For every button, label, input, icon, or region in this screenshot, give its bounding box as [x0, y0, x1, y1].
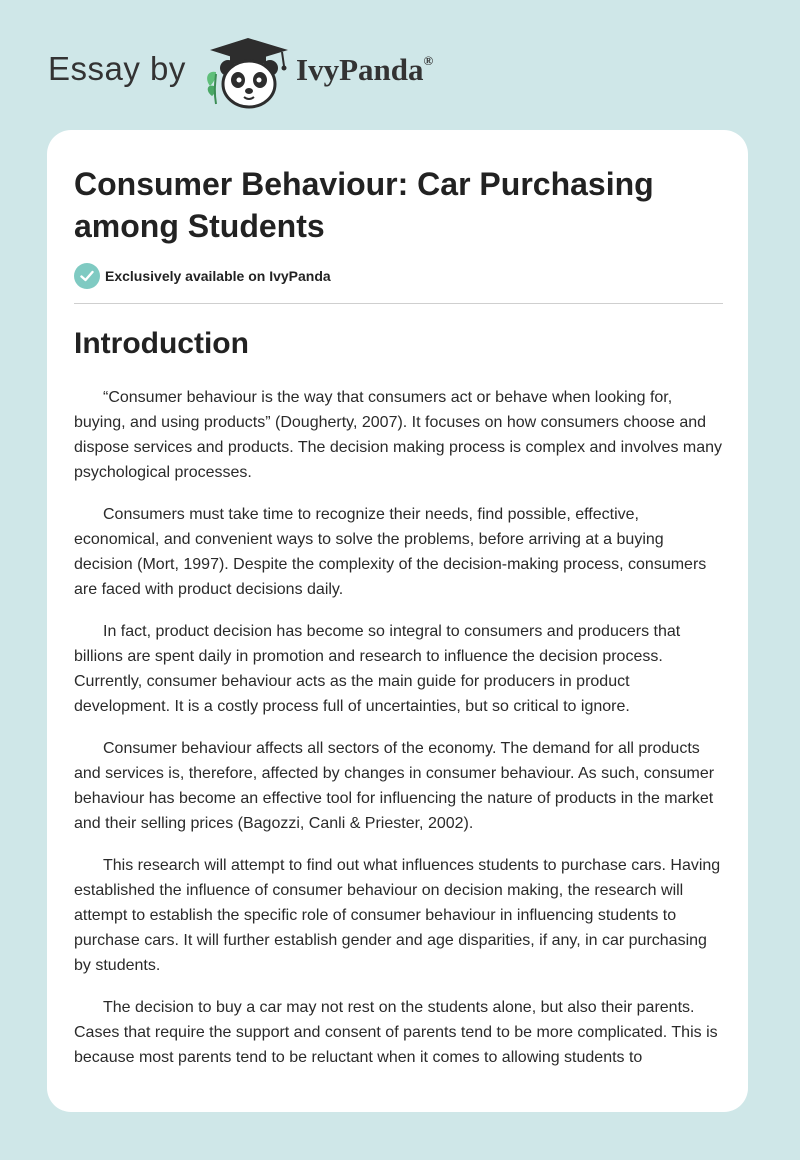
ivy-leaf-icon — [207, 72, 216, 104]
paragraph: “Consumer behaviour is the way that consumers act or behave when looking for, buying, and using products” (Dougherty, 2007). It focuses on how consumers choose and dispose services and products. The decision making process is complex and involves many psychological processes. — [74, 389, 723, 481]
panda-logo-icon[interactable] — [202, 34, 294, 110]
paragraph: This research will attempt to find out what influences students to purchase cars. Having established the influence of consumer behaviour on decision making, the research will attempt to establish the specific role of consumer behaviour in influencing students to purchase cars. It will further establish gender and age disparities, if any, in car purchasing by students. — [74, 857, 721, 974]
article-body — [74, 385, 724, 1087]
site-header — [48, 34, 648, 114]
brand-name[interactable]: IvyPanda® — [296, 52, 434, 87]
exclusive-badge-label: Exclusively available on IvyPanda — [105, 268, 331, 284]
section-heading: Introduction — [74, 327, 249, 360]
paragraph: In fact, product decision has become so integral to consumers and producers that billions are spent daily in promotion and research to influence the decision process. Currently, consumer behaviour acts as the main guide for producers in product development. It is a costly process full of uncertainties, but so critical to ignore. — [74, 623, 681, 715]
essay-by-label: Essay by — [48, 50, 186, 87]
essay-card — [47, 130, 748, 1112]
paragraph: Consumers must take time to recognize their needs, find possible, effective, economical, and convenient ways to solve the problems, before arriving at a buying decision (Mort, 1997). Despite the complexity of the decision-making process, consumers are faced with product decisions daily. — [74, 506, 707, 598]
title-divider — [74, 303, 723, 304]
paragraph: The decision to buy a car may not rest on the students alone, but also their parents. Cases that require the support and consent of parents tend to be more complicated. This is because most parents tend to be reluctant when it comes to allowing students to — [74, 999, 718, 1066]
checkmark-icon — [74, 263, 100, 289]
page-title: Consumer Behaviour: Car Purchasing among Students — [74, 166, 654, 244]
registered-mark: ® — [423, 52, 434, 68]
paragraph: Consumer behaviour affects all sectors of the economy. The demand for all products and services is, therefore, affected by changes in consumer behaviour. As such, consumer behaviour has become an effective tool for influencing the nature of products in the market and their selling prices (Bagozzi, Canli & Priester, 2002). — [74, 740, 715, 832]
exclusive-badge — [74, 263, 474, 289]
